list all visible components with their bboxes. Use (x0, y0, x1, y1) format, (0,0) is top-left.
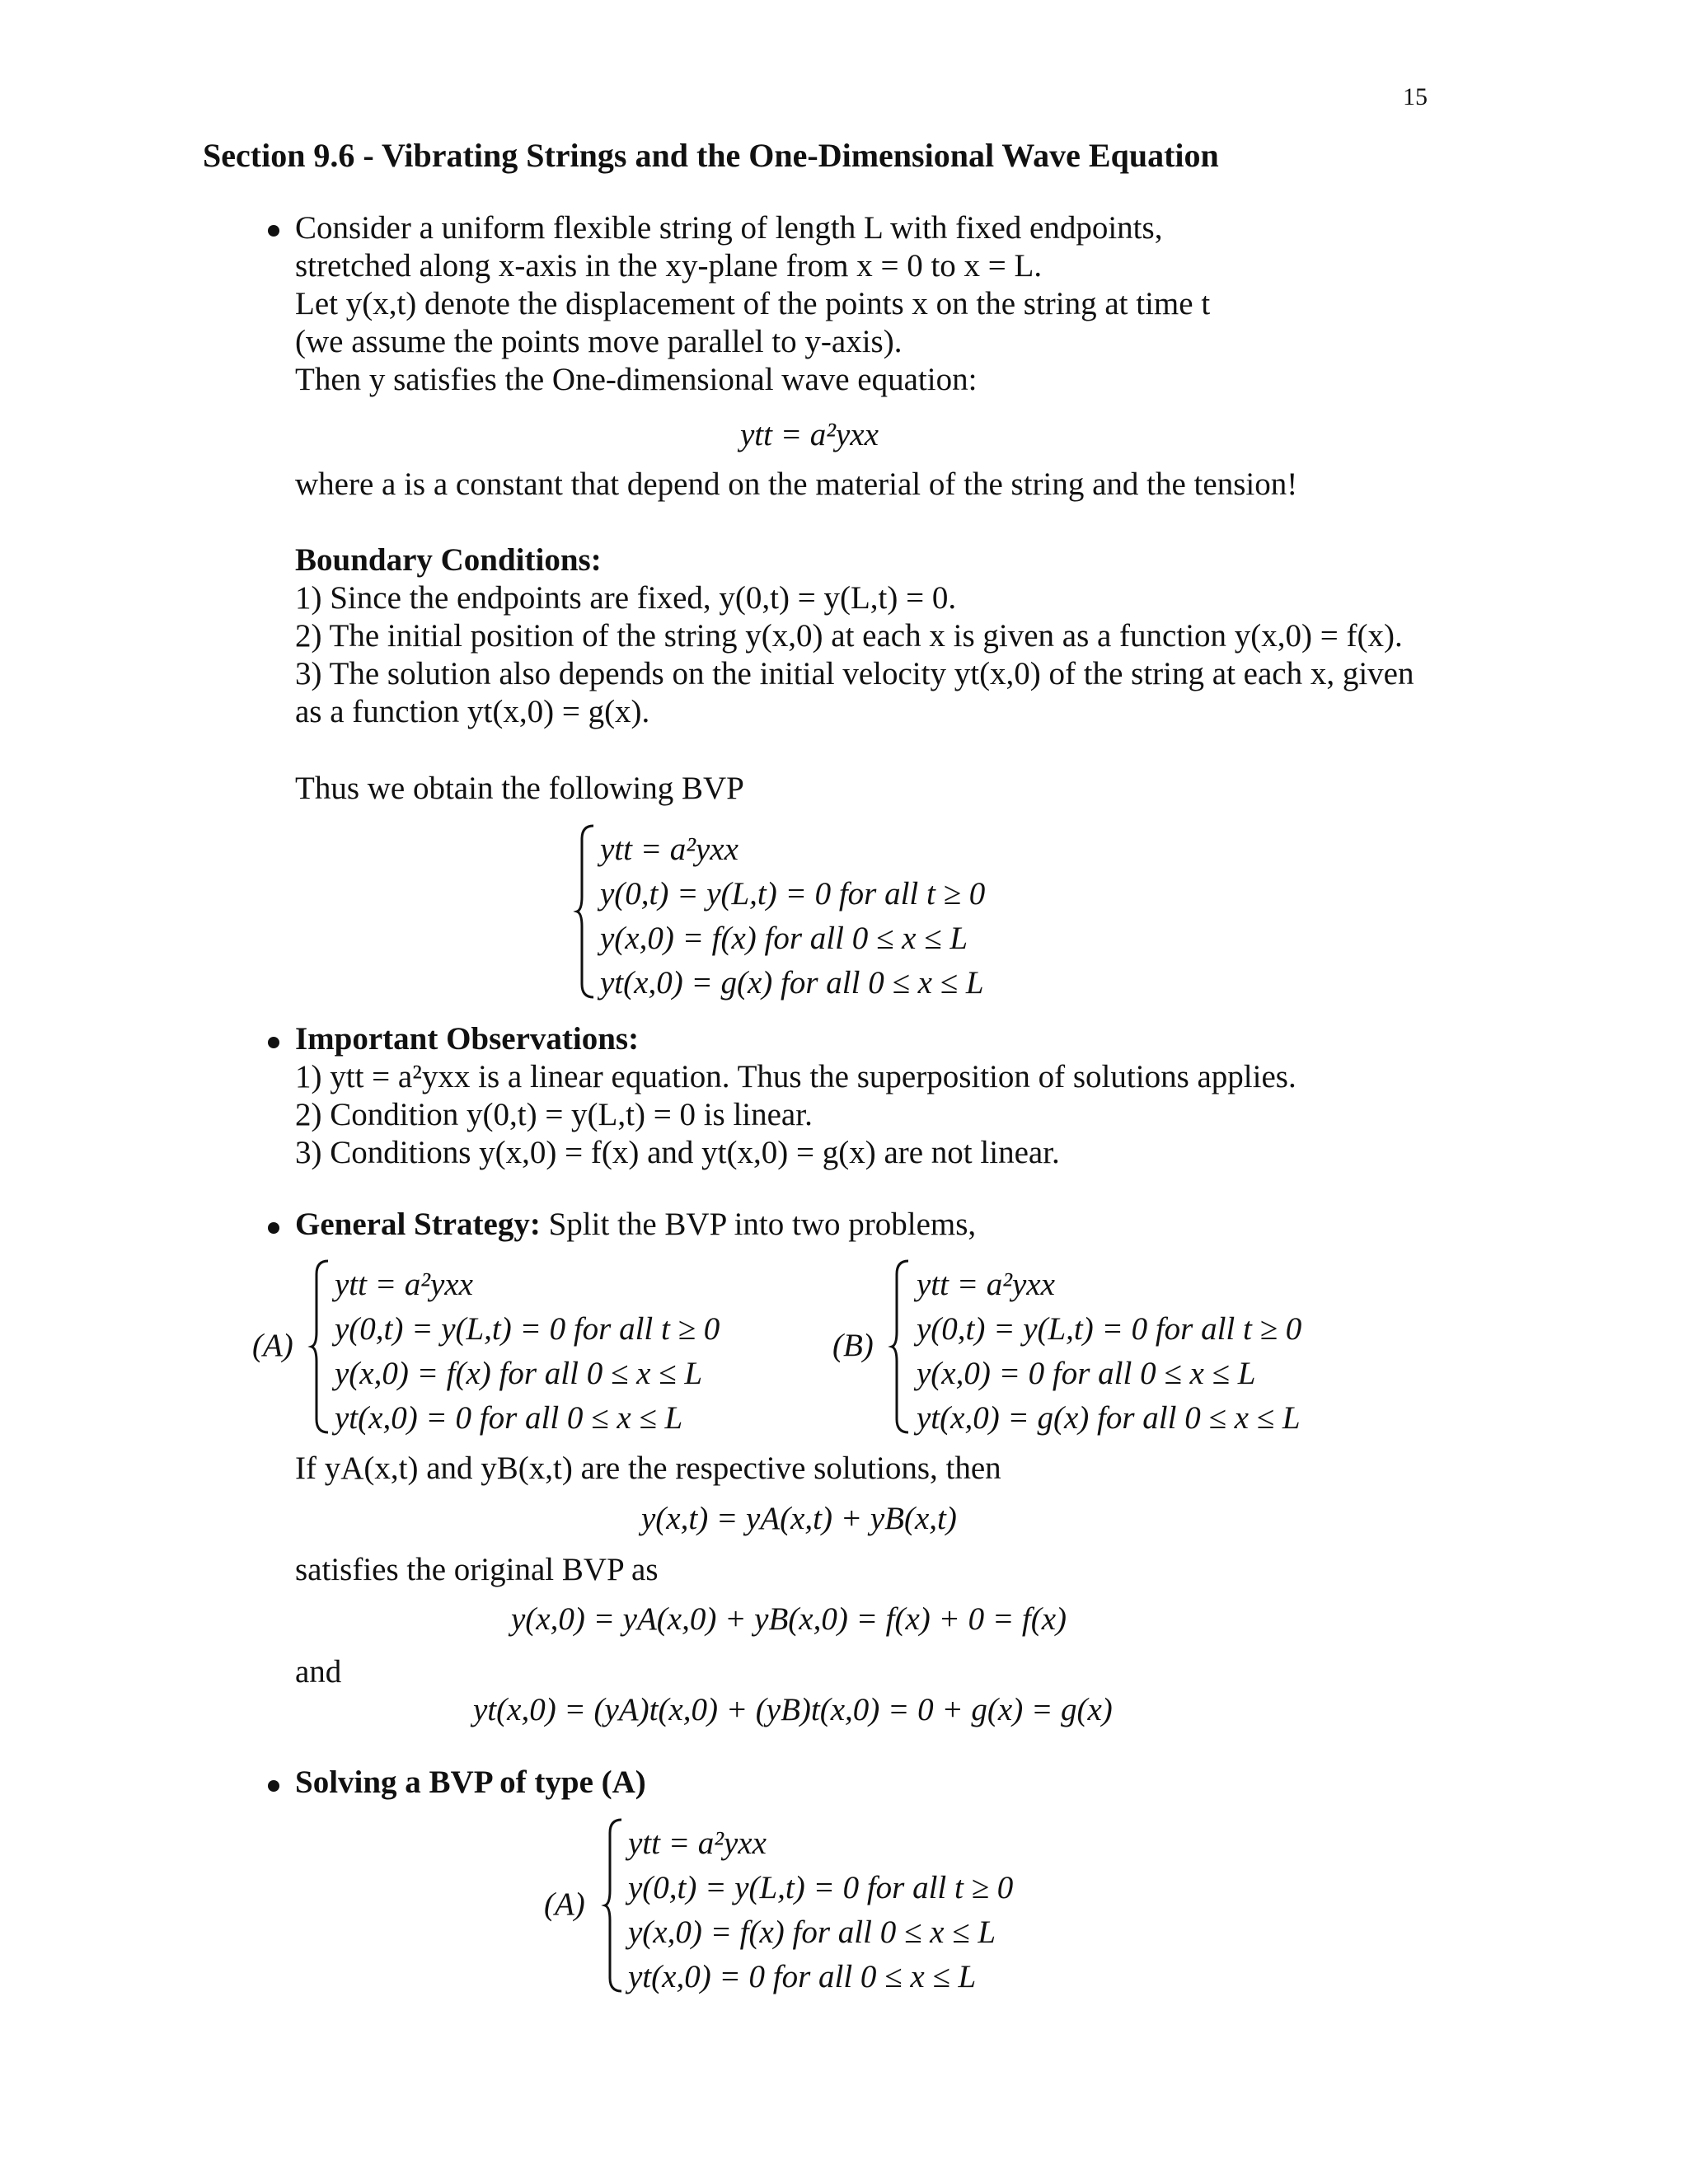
brace (312, 1259, 331, 1434)
system-b-label: (B) (832, 1328, 874, 1363)
system-b-line-1: ytt = a²yxx (917, 1267, 1055, 1302)
system-a-line-1: ytt = a²yxx (335, 1267, 473, 1302)
intro-line-4: (we assume the points move parallel to y-axis). (295, 324, 903, 359)
solving-line-2: y(0,t) = y(L,t) = 0 for all t ≥ 0 (628, 1870, 1014, 1905)
bullet (268, 225, 279, 237)
bullet (268, 1222, 279, 1234)
bvp-intro: Thus we obtain the following BVP (295, 771, 744, 806)
and-line: and (295, 1654, 342, 1690)
boundary-line-2: 2) The initial position of the string y(x,0) at each x is given as a function y(x,0) = f(x). (295, 618, 1403, 654)
brace (605, 1818, 625, 1993)
observations-line-2: 2) Condition y(0,t) = y(L,t) = 0 is linear. (295, 1097, 813, 1132)
page-number: 15 (1403, 83, 1428, 110)
strategy-text: Split the BVP into two problems, (548, 1207, 977, 1242)
boundary-heading: Boundary Conditions: (295, 542, 602, 578)
strategy-line (295, 1206, 976, 1244)
solving-label: (A) (544, 1886, 585, 1922)
boundary-line-4: as a function yt(x,0) = g(x). (295, 694, 650, 729)
intro-after: where a is a constant that depend on the material of the string and the tension! (295, 466, 1298, 502)
system-b-line-2: y(0,t) = y(L,t) = 0 for all t ≥ 0 (917, 1311, 1302, 1347)
solving-line-1: ytt = a²yxx (628, 1825, 767, 1861)
boundary-line-1: 1) Since the endpoints are fixed, y(0,t) = y(L,t) = 0. (295, 580, 957, 616)
intro-line-3: Let y(x,t) denote the displacement of the points x on the string at time t (295, 286, 1211, 321)
sum-equation: y(x,t) = yA(x,t) + yB(x,t) (641, 1501, 957, 1536)
bullet (268, 1037, 279, 1048)
bvp-line-2: y(0,t) = y(L,t) = 0 for all t ≥ 0 (600, 876, 986, 912)
intro-line-5: Then y satisfies the One-dimensional wave equation: (295, 362, 978, 397)
if-line: If yA(x,t) and yB(x,t) are the respective solutions, then (295, 1451, 1001, 1486)
strategy-heading: General Strategy: (295, 1207, 541, 1242)
bullet (268, 1780, 279, 1792)
equation-2: yt(x,0) = (yA)t(x,0) + (yB)t(x,0) = 0 + g(x) = g(x) (473, 1692, 1113, 1727)
satisfies-line: satisfies the original BVP as (295, 1552, 659, 1587)
observations-heading: Important Observations: (295, 1021, 640, 1057)
solving-line-4: yt(x,0) = 0 for all 0 ≤ x ≤ L (628, 1959, 977, 1994)
solving-line-3: y(x,0) = f(x) for all 0 ≤ x ≤ L (628, 1915, 996, 1950)
intro-line-1: Consider a uniform flexible string of length L with fixed endpoints, (295, 210, 1163, 246)
solving-heading: Solving a BVP of type (A) (295, 1765, 646, 1800)
bvp-line-4: yt(x,0) = g(x) for all 0 ≤ x ≤ L (600, 965, 984, 1001)
bvp-line-1: ytt = a²yxx (600, 832, 738, 867)
brace-b (892, 1259, 912, 1434)
observations-line-1: 1) ytt = a²yxx is a linear equation. Thus the superposition of solutions applies. (295, 1059, 1296, 1094)
section-title: Section 9.6 - Vibrating Strings and the One-Dimensional Wave Equation (203, 137, 1219, 174)
system-a-line-2: y(0,t) = y(L,t) = 0 for all t ≥ 0 (335, 1311, 720, 1347)
system-a-line-3: y(x,0) = f(x) for all 0 ≤ x ≤ L (335, 1356, 703, 1391)
brace (892, 1259, 912, 1434)
system-a-label: (A) (252, 1328, 293, 1363)
intro-line-2: stretched along x-axis in the xy-plane from x = 0 to x = L. (295, 248, 1043, 284)
wave-equation: ytt = a²yxx (740, 417, 879, 452)
system-b-line-4: yt(x,0) = g(x) for all 0 ≤ x ≤ L (917, 1400, 1301, 1436)
equation-1: y(x,0) = yA(x,0) + yB(x,0) = f(x) + 0 = f(x) (511, 1601, 1067, 1637)
boundary-line-3: 3) The solution also depends on the initial velocity yt(x,0) of the string at each x, given (295, 656, 1414, 691)
system-a-line-4: yt(x,0) = 0 for all 0 ≤ x ≤ L (335, 1400, 683, 1436)
bvp-line-3: y(x,0) = f(x) for all 0 ≤ x ≤ L (600, 921, 968, 956)
brace (577, 824, 597, 999)
system-b-line-3: y(x,0) = 0 for all 0 ≤ x ≤ L (917, 1356, 1256, 1391)
observations-line-3: 3) Conditions y(x,0) = f(x) and yt(x,0) = g(x) are not linear. (295, 1135, 1060, 1170)
